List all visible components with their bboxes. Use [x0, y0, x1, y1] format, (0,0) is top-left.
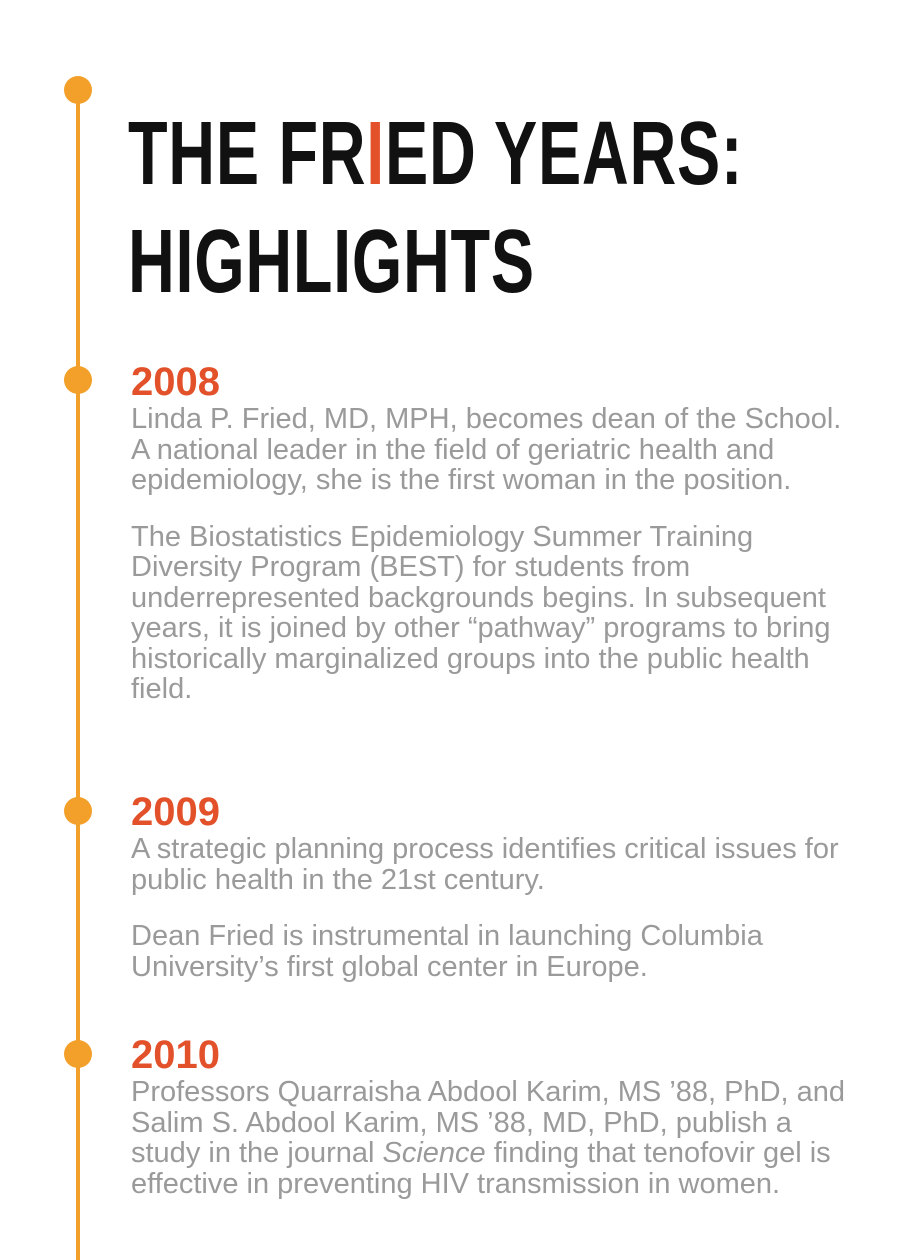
journal-name: Science: [382, 1137, 486, 1169]
entry-2008: [131, 360, 851, 705]
page-title: [128, 100, 744, 316]
title-line-1: THE FRIED YEARS:: [128, 104, 744, 204]
timeline-dot-top: [64, 76, 92, 104]
timeline-dot-2009: [64, 797, 92, 825]
entry-paragraph: A strategic planning process identifies critical issues for public health in the 21st century.: [131, 833, 839, 896]
entry-paragraph: The Biostatistics Epidemiology Summer Training Diversity Program (BEST) for students from underrepresented backgrounds begins. In subsequent years, it is joined by other “pathway” programs to bring historically marginalized groups into the public health field.: [131, 520, 831, 705]
timeline-dot-2010: [64, 1040, 92, 1068]
year-heading: 2008: [131, 360, 220, 404]
year-heading: 2009: [131, 790, 220, 834]
title-line-2: HIGHLIGHTS: [128, 212, 535, 312]
entry-paragraph: Dean Fried is instrumental in launching Columbia University’s first global center in Europe.: [131, 920, 763, 983]
entry-2009: [131, 790, 851, 982]
entry-paragraph: Linda P. Fried, MD, MPH, becomes dean of the School. A national leader in the field of geriatric health and epidemiology, she is the first woman in the position.: [131, 403, 842, 496]
entry-paragraph: Professors Quarraisha Abdool Karim, MS ’88, PhD, and Salim S. Abdool Karim, MS ’88, MD, PhD, publish a study in the journal Science finding that tenofovir gel is effective in preventing HIV transmission in women.: [131, 1076, 846, 1200]
title-accent-letter: I: [366, 104, 386, 204]
timeline-dot-2008: [64, 366, 92, 394]
year-heading: 2010: [131, 1033, 220, 1077]
entry-2010: [131, 1033, 851, 1199]
timeline-line: [76, 90, 80, 1260]
